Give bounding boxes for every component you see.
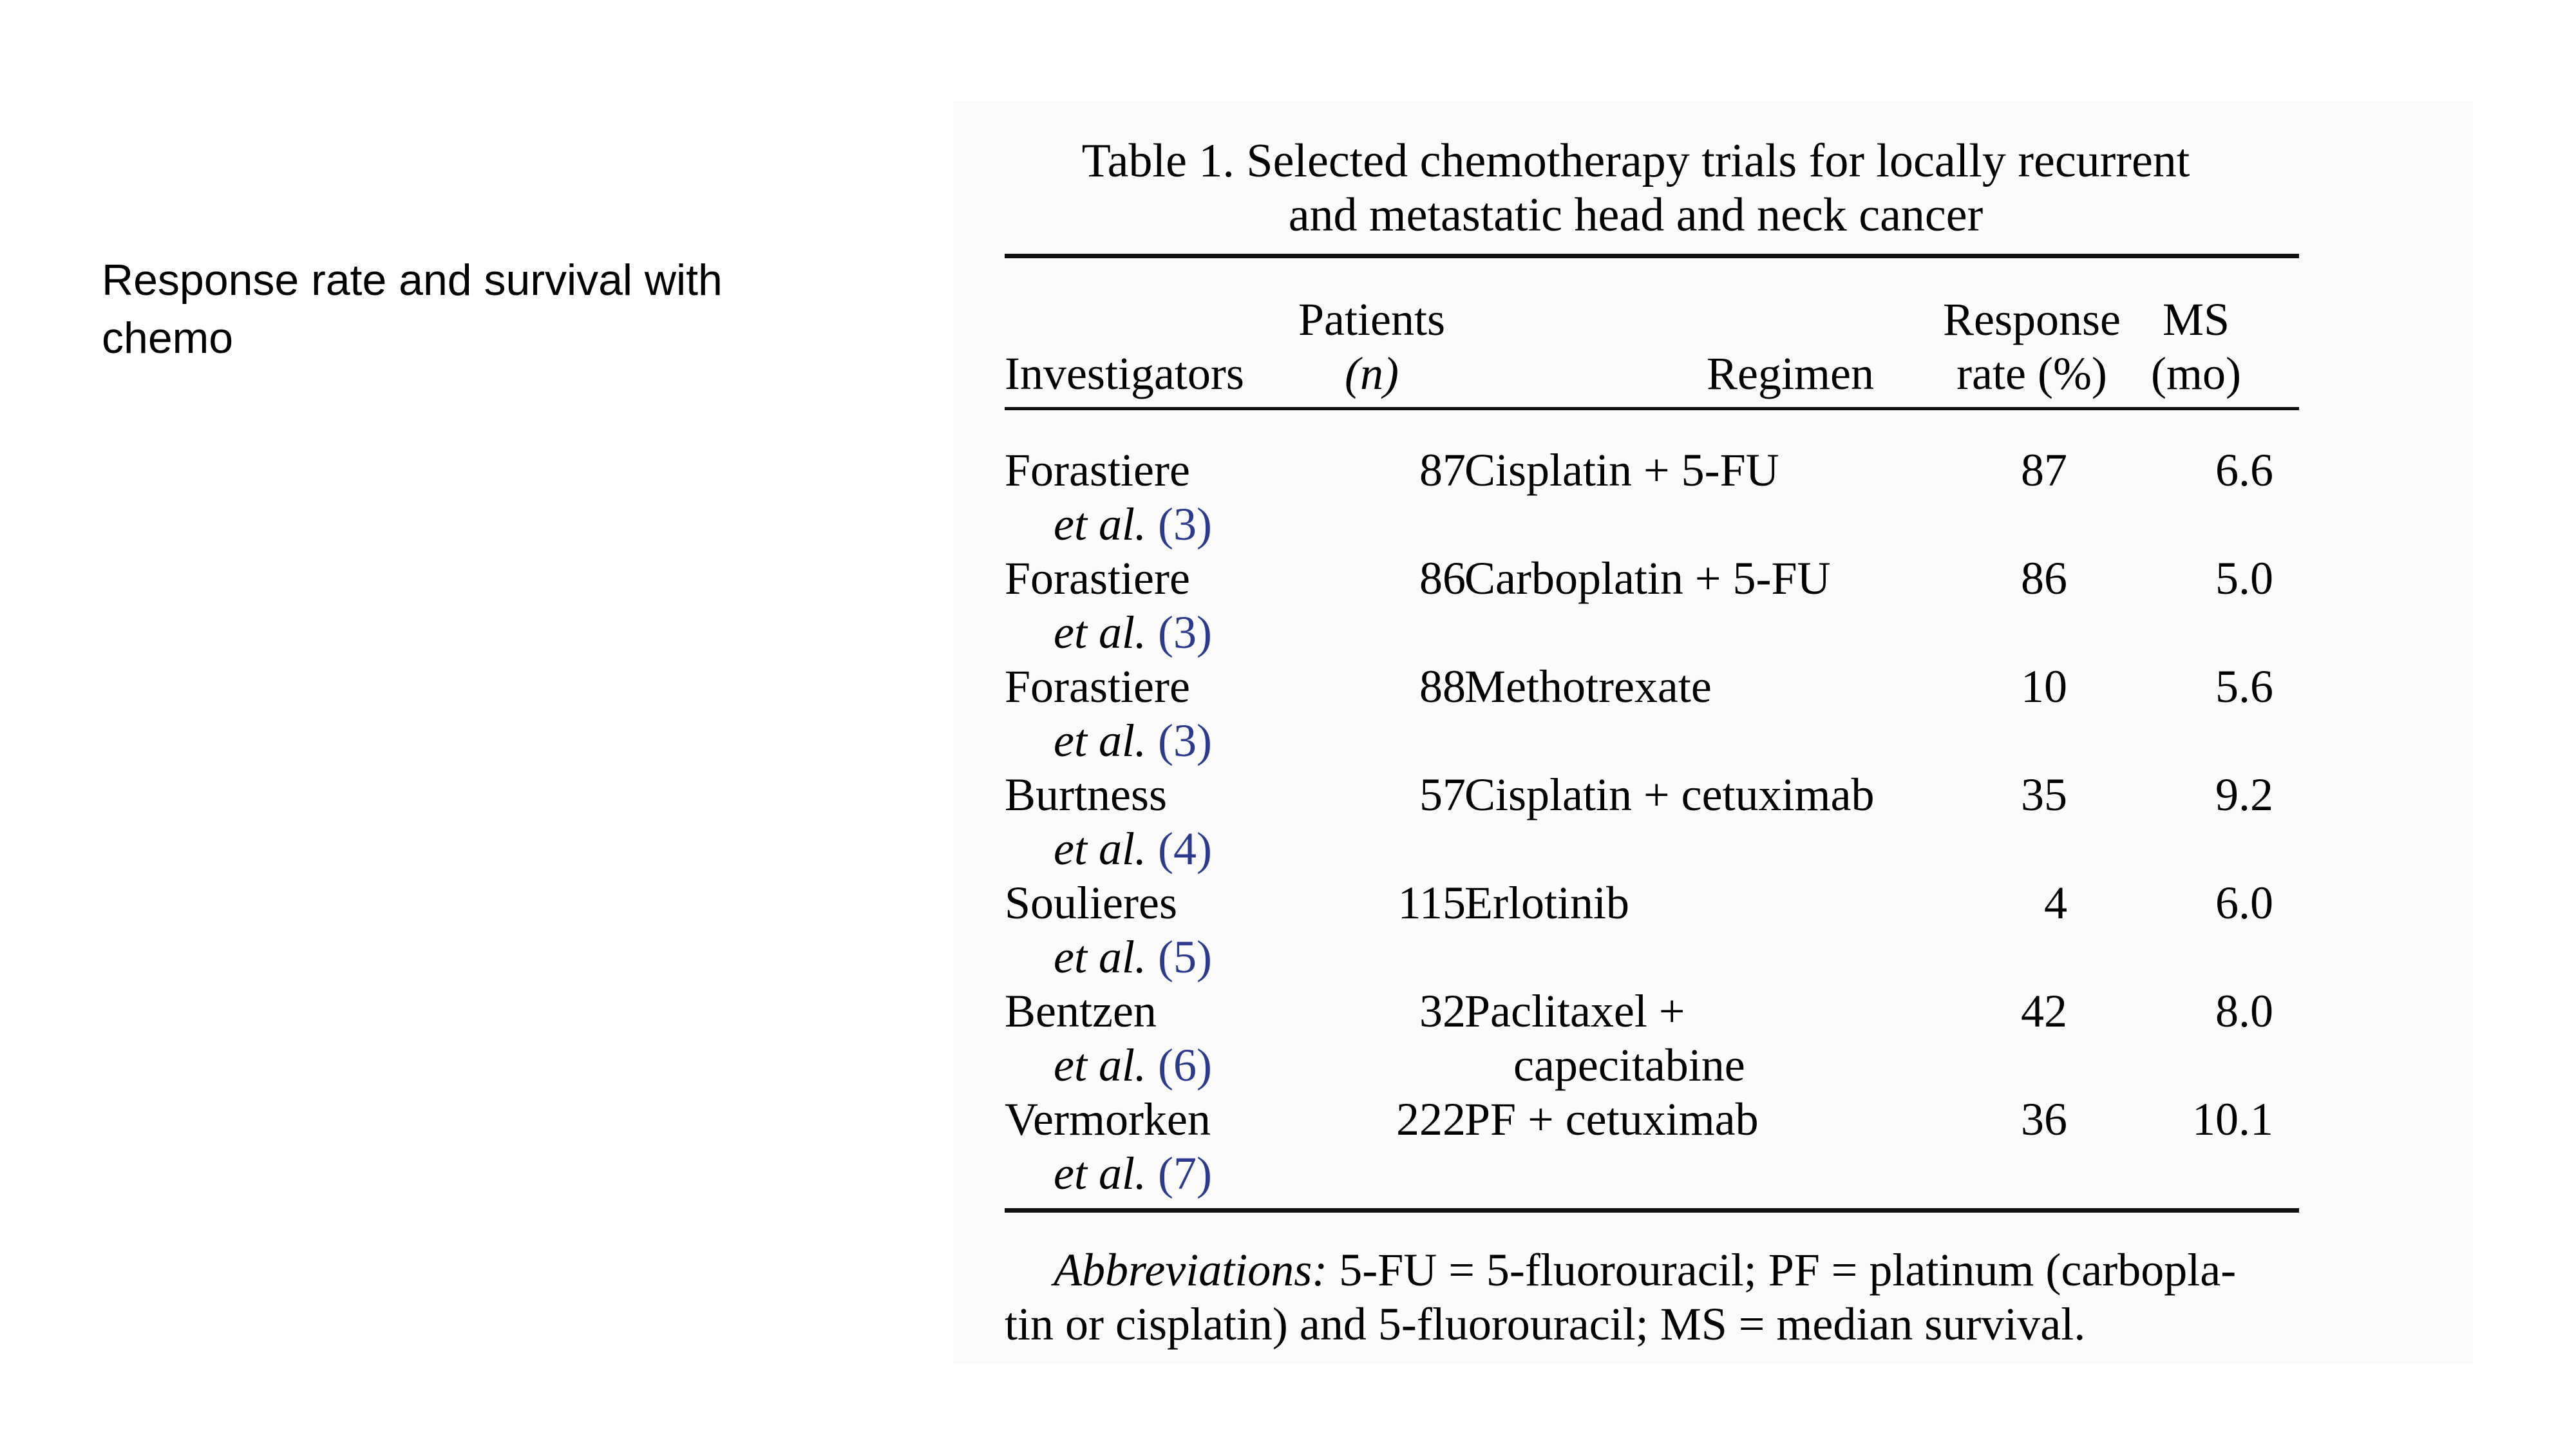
investigator-name: Forastiere [1005, 661, 1190, 712]
investigator-cell [1005, 768, 1212, 876]
citation [1005, 1038, 1212, 1092]
patients-cell [1301, 1092, 1466, 1146]
regimen-value: Cisplatin + 5-FU [1464, 444, 1779, 496]
patients-value: 32 [1419, 985, 1466, 1037]
top-rule [1005, 254, 2299, 258]
patients-value: 86 [1419, 553, 1466, 604]
investigator-name: Forastiere [1005, 444, 1190, 496]
citation [1005, 605, 1212, 659]
et-al: et al. [1054, 607, 1146, 658]
reference-link: (3) [1157, 498, 1212, 550]
response-rate-cell [1855, 1092, 2067, 1146]
regimen-cell [1464, 551, 1831, 605]
citation [1005, 930, 1212, 984]
reference-link: (6) [1157, 1039, 1212, 1091]
investigator-name: Vermorken [1005, 1094, 1211, 1145]
et-al: et al. [1054, 823, 1146, 875]
header-ms-line1: MS [2162, 294, 2230, 345]
et-al: et al. [1054, 715, 1146, 766]
median-survival-cell [2061, 768, 2273, 822]
regimen-continuation: capecitabine [1513, 1039, 1745, 1091]
abbreviations-text: 5-FU = 5-fluorouracil; PF = platinum (carbopla- [1327, 1244, 2237, 1296]
median-survival-value: 6.0 [2215, 877, 2273, 929]
header-patients [1275, 292, 1468, 401]
table-figure [953, 102, 2473, 1364]
response-rate-value: 10 [2021, 661, 2067, 712]
response-rate-value: 86 [2021, 553, 2067, 604]
response-rate-cell [1855, 443, 2067, 497]
median-survival-value: 9.2 [2215, 769, 2273, 820]
citation [1005, 822, 1212, 876]
reference-link: (4) [1157, 823, 1212, 875]
table-caption [953, 134, 2318, 242]
reference-link: (3) [1157, 715, 1212, 766]
reference-link: (3) [1157, 607, 1212, 658]
caption-line-1: Table 1. Selected chemotherapy trials for locally recurrent [1081, 135, 2190, 187]
median-survival-cell [2061, 551, 2273, 605]
median-survival-cell [2061, 443, 2273, 497]
response-rate-value: 36 [2021, 1094, 2067, 1145]
patients-cell [1301, 984, 1466, 1038]
patients-cell [1301, 768, 1466, 822]
investigator-cell [1005, 659, 1212, 768]
response-rate-cell [1855, 551, 2067, 605]
regimen-value: Methotrexate [1464, 661, 1712, 712]
investigator-name: Burtness [1005, 769, 1167, 820]
patients-value: 222 [1396, 1094, 1466, 1145]
investigator-name: Bentzen [1005, 985, 1157, 1037]
header-median-survival [2132, 292, 2260, 401]
reference-link: (7) [1157, 1148, 1212, 1199]
header-investigators-label: Investigators [1005, 348, 1244, 399]
response-rate-value: 35 [2021, 769, 2067, 820]
regimen-cell [1464, 768, 1875, 822]
patients-cell [1301, 443, 1466, 497]
patients-value: 87 [1419, 444, 1466, 496]
investigator-name: Soulieres [1005, 877, 1177, 929]
patients-cell [1301, 551, 1466, 605]
abbreviations-note [1005, 1243, 2318, 1351]
regimen-value: PF + cetuximab [1464, 1094, 1759, 1145]
investigator-cell [1005, 443, 1212, 551]
citation [1005, 497, 1212, 551]
et-al: et al. [1054, 1039, 1146, 1091]
regimen-cell [1464, 1092, 1759, 1146]
bottom-rule [1005, 1208, 2299, 1213]
header-patients-line2: (n) [1345, 348, 1399, 399]
caption-line-2: and metastatic head and neck cancer [1288, 189, 1984, 242]
header-investigators [1005, 292, 1244, 401]
et-al: et al. [1054, 931, 1146, 983]
patients-cell [1301, 659, 1466, 714]
abbreviations-label: Abbreviations: [1054, 1244, 1328, 1296]
header-response-line2: rate (%) [1956, 348, 2107, 399]
slide-note: Response rate and survival with chemo [102, 256, 723, 363]
citation [1005, 714, 1212, 768]
median-survival-cell [2061, 984, 2273, 1038]
header-response-rate [1926, 292, 2138, 401]
regimen-value: Carboplatin + 5-FU [1464, 553, 1831, 604]
header-patients-line1: Patients [1298, 294, 1445, 345]
regimen-value: Erlotinib [1464, 877, 1629, 929]
response-rate-cell [1855, 984, 2067, 1038]
header-rule [1005, 407, 2299, 410]
median-survival-value: 5.0 [2215, 553, 2273, 604]
response-rate-cell [1855, 768, 2067, 822]
investigator-cell [1005, 1092, 1212, 1200]
response-rate-value: 4 [2044, 877, 2067, 929]
regimen-value: Cisplatin + cetuximab [1464, 769, 1875, 820]
regimen-value: Paclitaxel + [1464, 985, 1685, 1037]
patients-cell [1301, 876, 1466, 930]
median-survival-value: 5.6 [2215, 661, 2273, 712]
median-survival-cell [2061, 876, 2273, 930]
response-rate-cell [1855, 659, 2067, 714]
median-survival-cell [2061, 1092, 2273, 1146]
citation [1005, 1146, 1212, 1200]
regimen-cell [1464, 984, 1745, 1092]
regimen-cell [1464, 876, 1629, 930]
header-response-line1: Response [1943, 294, 2121, 345]
patients-value: 88 [1419, 661, 1466, 712]
regimen-cell [1464, 443, 1779, 497]
header-regimen-label: Regimen [1707, 348, 1874, 399]
abbreviations-text-2: tin or cisplatin) and 5-fluorouracil; MS = median survival. [1005, 1298, 2086, 1350]
investigator-cell [1005, 984, 1212, 1092]
median-survival-value: 8.0 [2215, 985, 2273, 1037]
investigator-name: Forastiere [1005, 553, 1190, 604]
investigator-cell [1005, 551, 1212, 659]
et-al: et al. [1054, 498, 1146, 550]
response-rate-value: 87 [2021, 444, 2067, 496]
response-rate-cell [1855, 876, 2067, 930]
response-rate-value: 42 [2021, 985, 2067, 1037]
patients-value: 57 [1419, 769, 1466, 820]
median-survival-cell [2061, 659, 2273, 714]
patients-value: 115 [1397, 877, 1466, 929]
investigator-cell [1005, 876, 1212, 984]
header-ms-line2: (mo) [2151, 348, 2241, 399]
median-survival-value: 10.1 [2192, 1094, 2273, 1145]
median-survival-value: 6.6 [2215, 444, 2273, 496]
reference-link: (5) [1157, 931, 1212, 983]
et-al: et al. [1054, 1148, 1146, 1199]
regimen-cell [1464, 659, 1712, 714]
